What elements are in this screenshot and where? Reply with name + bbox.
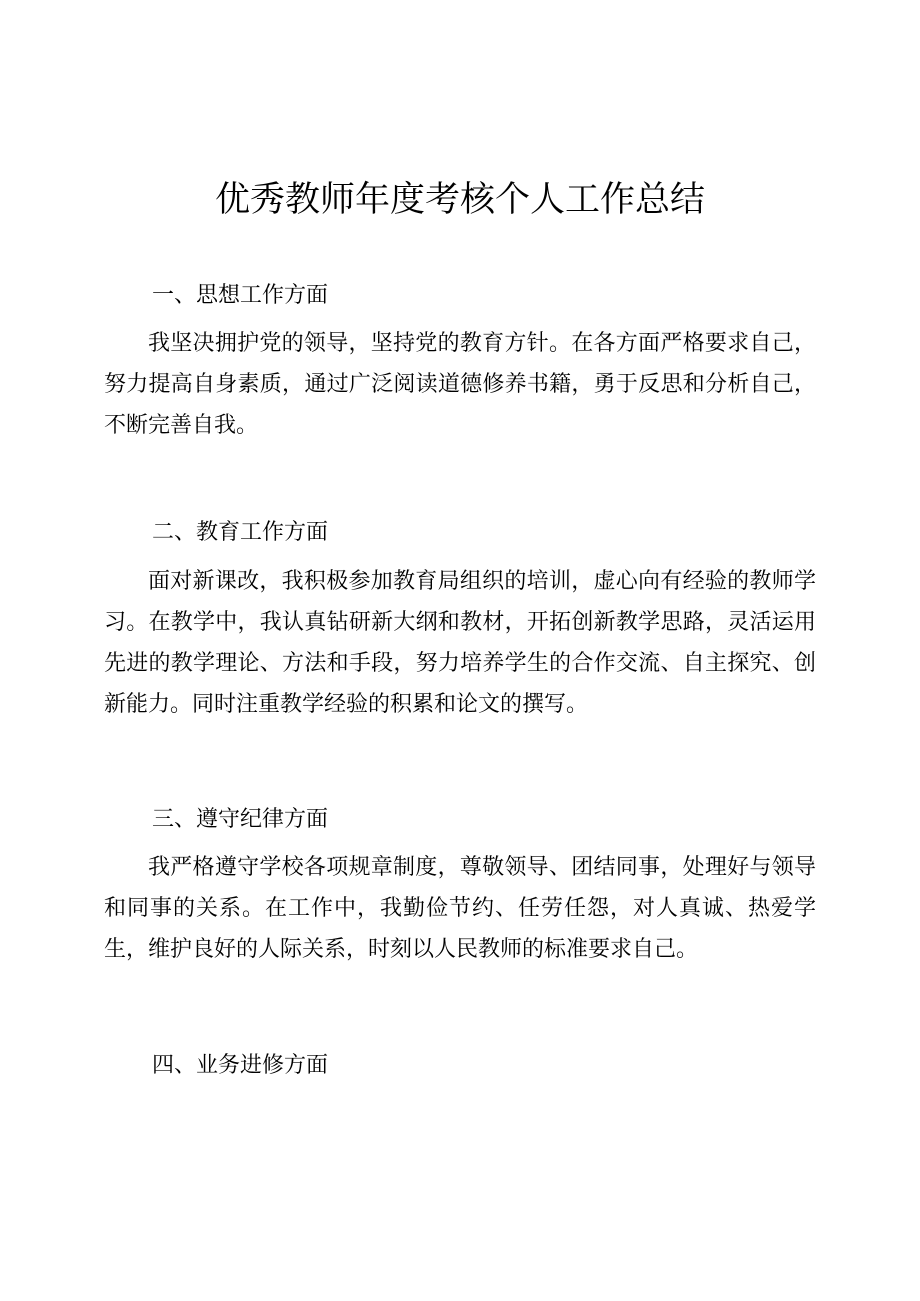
section-heading-professional-study: 四、业务进修方面 — [152, 1053, 329, 1078]
section-body-discipline: 我严格遵守学校各项规章制度，尊敬领导、团结同事，处理好与领导和同事的关系。在工作中，我勤俭节约、任劳任怨，对人真诚、热爱学生，维护良好的人际关系，时刻以人民教师的标准要求自己。 — [104, 855, 816, 962]
section-heading-education: 二、教育工作方面 — [152, 520, 329, 545]
document-title: 优秀教师年度考核个人工作总结 — [214, 180, 705, 220]
section-body-ideology: 我坚决拥护党的领导，坚持党的教育方针。在各方面严格要求自己，努力提高自身素质，通过广泛阅读道德修养书籍，勇于反思和分析自己，不断完善自我。 — [104, 331, 816, 438]
section-heading-discipline: 三、遵守纪律方面 — [152, 807, 329, 832]
section-heading-ideology: 一、思想工作方面 — [152, 283, 329, 308]
section-body-education: 面对新课改，我积极参加教育局组织的培训，虚心向有经验的教师学习。在教学中，我认真钻研新大纲和教材，开拓创新教学思路，灵活运用先进的教学理论、方法和手段，努力培养学生的合作交流、自主探究、创新能力。同时注重教学经验的积累和论文的撰写。 — [104, 569, 816, 717]
